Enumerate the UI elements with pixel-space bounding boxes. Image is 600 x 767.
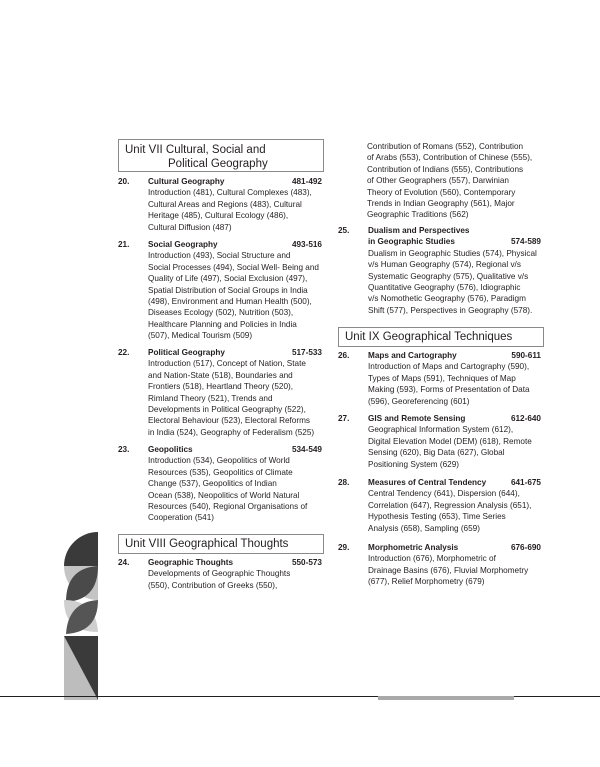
entry-line: Cultural Areas and Regions (483), Cultural xyxy=(148,199,302,209)
entry-line: Positioning System (629) xyxy=(368,459,460,469)
entry-number: 28. xyxy=(338,478,350,487)
entry-line: Heritage (485), Cultural Ecology (486), xyxy=(148,211,289,221)
entry-line: (550), Contribution of Greeks (550), xyxy=(148,580,278,590)
entry-pages: 676-690 xyxy=(510,543,541,552)
entry-pages: 612-640 xyxy=(510,414,541,423)
entry-line: Contribution of Indians (555), Contributions xyxy=(367,164,524,174)
entry-title: Cultural Geography xyxy=(148,177,225,186)
entry-line: (596), Georeferencing (601) xyxy=(368,396,470,406)
entry-number: 21. xyxy=(118,240,130,249)
entry-pages: 534-549 xyxy=(291,445,322,454)
entry-line: Resources (540), Regional Organisations of xyxy=(148,502,308,512)
entry-title: Social Geography xyxy=(148,240,218,249)
entry-line: Healthcare Planning and Policies in India xyxy=(148,319,297,329)
entry-line: Diseases Ecology (502), Nutrition (503), xyxy=(148,308,294,318)
entry-title: Political Geography xyxy=(148,348,225,357)
entry-title: Geopolitics xyxy=(148,445,193,454)
entry-line: Correlation (647), Regression Analysis (651), xyxy=(368,500,532,510)
entry-line: Contribution of Romans (552), Contribution xyxy=(367,142,524,151)
entry-title: Maps and Cartography xyxy=(368,351,457,360)
entry-line: Making (593), Forms of Presentation of Data xyxy=(368,385,530,395)
unit-ix-label: Unit IX Geographical Techniques xyxy=(345,331,513,343)
entry-line: (677), Relief Morphometry (679) xyxy=(368,577,485,587)
entry-line: Quantitative Geography (576), Idiographic xyxy=(368,283,521,293)
entry-line: Types of Maps (591), Techniques of Map xyxy=(368,373,516,383)
entry-title: Measures of Central Tendency xyxy=(368,478,487,487)
entry-line: Central Tendency (641), Dispersion (644), xyxy=(368,489,520,499)
entry-line: Geographical Information System (612), xyxy=(368,425,514,435)
entry-line: Introduction (517), Concept of Nation, State xyxy=(148,359,306,369)
entry-line: Digital Elevation Model (DEM) (618), Remote xyxy=(368,436,532,446)
entry-pages: 550-573 xyxy=(291,558,322,567)
entry-line: Spatial Distribution of Social Groups in India xyxy=(148,285,308,295)
entry-line: Introduction (534), Geopolitics of World xyxy=(148,456,290,466)
entry-line: (507), Medical Tourism (509) xyxy=(148,331,253,341)
entry-line: v/s Human Geography (574), Regional v/s xyxy=(368,260,521,270)
entry-line: Theory of Evolution (560), Contemporary xyxy=(367,187,516,197)
entry-line: of Other Geographers (557), Darwinian xyxy=(367,176,509,186)
entry-title-line1: Dualism and Perspectives xyxy=(368,226,470,235)
entry-line: Shift (577), Perspectives in Geography (578). xyxy=(368,305,533,315)
entry-line: Cooperation (541) xyxy=(148,513,214,523)
unit-ix-header xyxy=(338,327,544,347)
entry-line: and Nation-State (518), Boundaries and xyxy=(148,370,293,380)
entry-number: 26. xyxy=(338,351,350,360)
entry-line: Change (537), Geopolitics of Indian xyxy=(148,479,277,489)
entry-number: 29. xyxy=(338,543,350,552)
footer-accent-bar xyxy=(378,696,514,700)
entry-pages: 517-533 xyxy=(291,348,322,357)
entry-pages: 574-589 xyxy=(510,237,541,247)
entry-line: Introduction (676), Morphometric of xyxy=(368,554,496,564)
entry-number: 20. xyxy=(118,177,130,186)
entry-line: Resources (535), Geopolitics of Climate xyxy=(148,467,293,477)
dark-half-circle-shape xyxy=(64,532,98,566)
entry-line: Developments of Geographic Thoughts xyxy=(148,569,291,579)
entry-title: GIS and Remote Sensing xyxy=(368,414,466,423)
unit-vii-header xyxy=(118,139,324,172)
entry-title-line2: in Geographic Studies xyxy=(368,237,455,247)
entry-line: Social Processes (494), Social Well- Being and xyxy=(148,262,319,272)
entry-line: Systematic Geography (575), Qualitative v/s xyxy=(368,271,529,281)
entry-line: Quality of Life (497), Social Exclusion (497), xyxy=(148,274,308,284)
entry-line: in India (524), Geography of Federalism (525) xyxy=(148,427,315,437)
entry-line: Electoral Behaviour (523), Electoral Reforms xyxy=(148,416,310,426)
toc-entry-24-continued xyxy=(367,141,553,221)
entry-line: Introduction of Maps and Cartography (590), xyxy=(368,362,530,372)
entry-line: Dualism in Geographic Studies (574), Physical xyxy=(368,248,537,258)
entry-line: Hypothesis Testing (653), Time Series xyxy=(368,512,506,522)
entry-line: of Arabs (553), Contribution of Chinese (555), xyxy=(367,153,533,163)
entry-pages: 481-492 xyxy=(291,177,322,186)
entry-number: 23. xyxy=(118,445,130,454)
entry-pages: 493-516 xyxy=(291,240,322,249)
entry-line: v/s Nomothetic Geography (576), Paradigm xyxy=(368,294,526,304)
entry-pages: 641-675 xyxy=(510,478,541,487)
entry-line: Geographic Traditions (562) xyxy=(367,210,469,220)
unit-vii-line2: Political Geography xyxy=(168,158,268,170)
entry-line: Cultural Diffusion (487) xyxy=(148,222,232,232)
entry-number: 22. xyxy=(118,348,130,357)
entry-line: Sensing (620), Big Data (627), Global xyxy=(368,448,505,458)
unit-viii-label: Unit VIII Geographical Thoughts xyxy=(125,538,289,550)
entry-line: Frontiers (518), Heartland Theory (520), xyxy=(148,382,294,392)
entry-line: Drainage Basins (676), Fluvial Morphometry xyxy=(368,565,529,575)
entry-line: (498), Environment and Human Health (500), xyxy=(148,297,312,307)
unit-vii-line1: Unit VII Cultural, Social and xyxy=(125,144,266,156)
decorative-shapes xyxy=(0,0,120,700)
entry-number: 25. xyxy=(338,226,350,235)
entry-number: 27. xyxy=(338,414,350,423)
entry-line: Rimland Theory (521), Trends and xyxy=(148,393,273,403)
unit-viii-header xyxy=(118,534,324,554)
entry-title: Geographic Thoughts xyxy=(148,558,234,567)
entry-line: Developments in Political Geography (522), xyxy=(148,405,306,415)
entry-line: Introduction (481), Cultural Complexes (483), xyxy=(148,188,312,198)
entry-line: Introduction (493), Social Structure and xyxy=(148,251,291,261)
entry-pages: 590-611 xyxy=(511,351,541,360)
entry-title: Morphometric Analysis xyxy=(368,543,459,552)
entry-line: Trends in Indian Geography (561), Major xyxy=(367,199,515,209)
entry-line: Analysis (658), Sampling (659) xyxy=(368,523,480,533)
entry-number: 24. xyxy=(118,558,130,567)
entry-line: Ocean (538), Neopolitics of World Natural xyxy=(148,490,300,500)
